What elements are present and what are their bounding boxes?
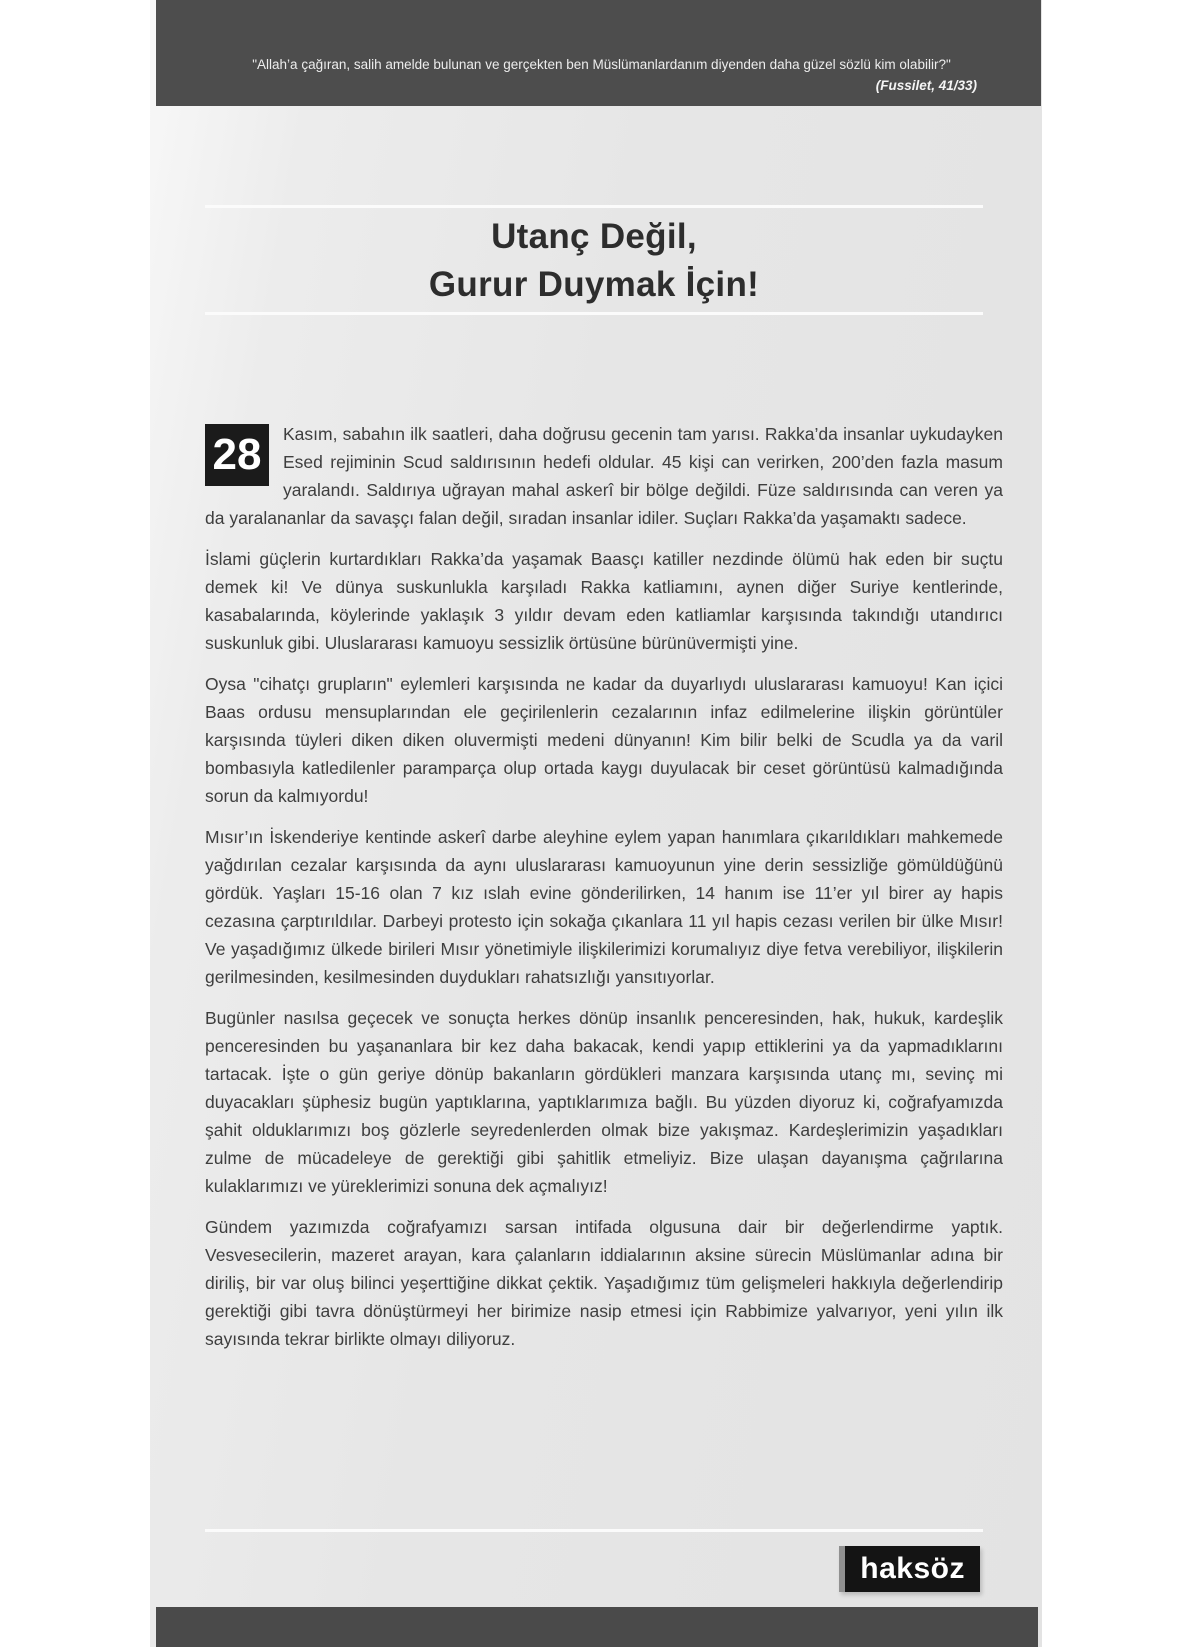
quote-citation: (Fussilet, 41/33) xyxy=(875,78,977,93)
title-separator-bottom xyxy=(205,312,983,315)
title-line-2: Gurur Duymak İçin! xyxy=(428,265,760,304)
title-line-1: Utanç Değil, xyxy=(491,217,697,256)
header-banner xyxy=(156,0,1041,106)
article-body xyxy=(205,420,1003,1366)
title-separator-top xyxy=(205,205,983,208)
paragraph: Bugünler nasılsa geçecek ve sonuçta herkes dönüp insanlık penceresinden, hak, hukuk, kardeşlik penceresinden bu yaşananlara bir kez daha bakacak, kendi yapıp ettiklerini ya da yapmadıklarını tartacak. İşte o gün geriye dönüp bakanların gördükleri manzara karşısında utanç mı, sevinç mi duyacakları şüphesiz bugün yaptıklarına, yaptıklarımıza bağlı. Bu yüzden diyoruz ki, coğrafyamızda şahit olduklarımızı boş gözlerle seyredenlerden olmak bize yakışmaz. Kardeşlerimizin yaşadıkları zulme de mücadeleye de gerektiği gibi şahitlik etmeliyiz. Bize ulaşan dayanışma çağrılarına kulaklarımızı ve yüreklerimizi sonuna dek açmalıyız! xyxy=(205,1008,1003,1196)
paragraph-text: Kasım, sabahın ilk saatleri, daha doğrusu gecenin tam yarısı. Rakka’da insanlar uykudayken Esed rejiminin Scud saldırısının hedefi oldular. 45 kişi can verirken, 200’den fazla masum yaralandı. Saldırıya uğrayan mahal askerî bir bölge değildi. Füze saldırısında can veren ya da yaralananlar da savaşçı falan değil, sıradan insanlar idiler. Suçları Rakka’da yaşamaktı sadece. xyxy=(205,424,1003,528)
paragraph: Mısır’ın İskenderiye kentinde askerî darbe aleyhine eylem yapan hanımlara çıkarıldıkları mahkemede yağdırılan cezalar karşısında da aynı uluslararası kamuoyunun yine derin sessizliğe gömüldüğünü gördük. Yaşları 15-16 olan 7 kız ıslah evine gönderilirken, 14 hanım ise 11’er yıl birer ay hapis cezasına çarptırıldılar. Darbeyi protesto için sokağa çıkanlara 11 yıl hapis cezası verilen bir ülke Mısır! Ve yaşadığımız ülkede birileri Mısır yönetimiyle ilişkilerimizi korumalıyız diye fetva verebiliyor, ilişkilerin gerilmesinden, kesilmesinden duydukları rahatsızlığı yansıtıyorlar. xyxy=(205,827,1003,987)
paragraph: İslami güçlerin kurtardıkları Rakka’da yaşamak Baasçı katiller nezdinde ölümü hak eden bir suçtu demek ki! Ve dünya suskunlukla karşıladı Rakka katliamını, aynen diğer Suriye kentlerinde, kasabalarında, köylerinde yaklaşık 3 yıldır devam eden katliamlar karşısında takındığı utandırıcı suskunluk gibi. Uluslararası kamuoyu sessizlik örtüsüne bürünüvermişti yine. xyxy=(205,549,1003,653)
dropcap-day-number: 28 xyxy=(205,424,269,486)
paragraph: Oysa "cihatçı grupların" eylemleri karşısında ne kadar da duyarlıydı uluslararası kamuoyu! Kan içici Baas ordusu mensuplarından ele geçirilenlerin cezalarının infaz edilmelerine ilişkin görüntüler karşısında tüyleri diken diken oluvermişti medeni dünyanın! Kim bilir belki de Scudla ya da varil bombasıyla katledilenler paramparça olup ortada kaygı duyulacak bir ceset görüntüsü kalmadığında sorun da kalmıyordu! xyxy=(205,674,1003,806)
quran-quote: "Allah’a çağıran, salih amelde bulunan ve gerçekten ben Müslümanlardanım diyenden daha güzel sözlü kim olabilir?" xyxy=(252,57,951,72)
footer-bar xyxy=(156,1607,1038,1647)
haksoz-logo: haksöz xyxy=(839,1546,980,1592)
article-title xyxy=(205,213,983,309)
footer-separator xyxy=(205,1529,983,1532)
paragraph: Gündem yazımızda coğrafyamızı sarsan intifada olgusuna dair bir değerlendirme yaptık. Vesvesecilerin, mazeret arayan, kara çalanların iddialarının aksine sürecin Müslümanlar adına bir diriliş, bir var oluş bilinci yeşerttiğine dikkat çektik. Yaşadığımız tüm gelişmeleri hakkıyla değerlendirip gerektiği gibi tavra dönüştürmeyi her birimize nasip etmesi için Rabbimize yalvarıyor, yeni yılın ilk sayısında tekrar birlikte olmayı diliyoruz. xyxy=(205,1217,1003,1349)
magazine-page xyxy=(150,0,1042,1647)
lead-paragraph xyxy=(205,420,1003,532)
